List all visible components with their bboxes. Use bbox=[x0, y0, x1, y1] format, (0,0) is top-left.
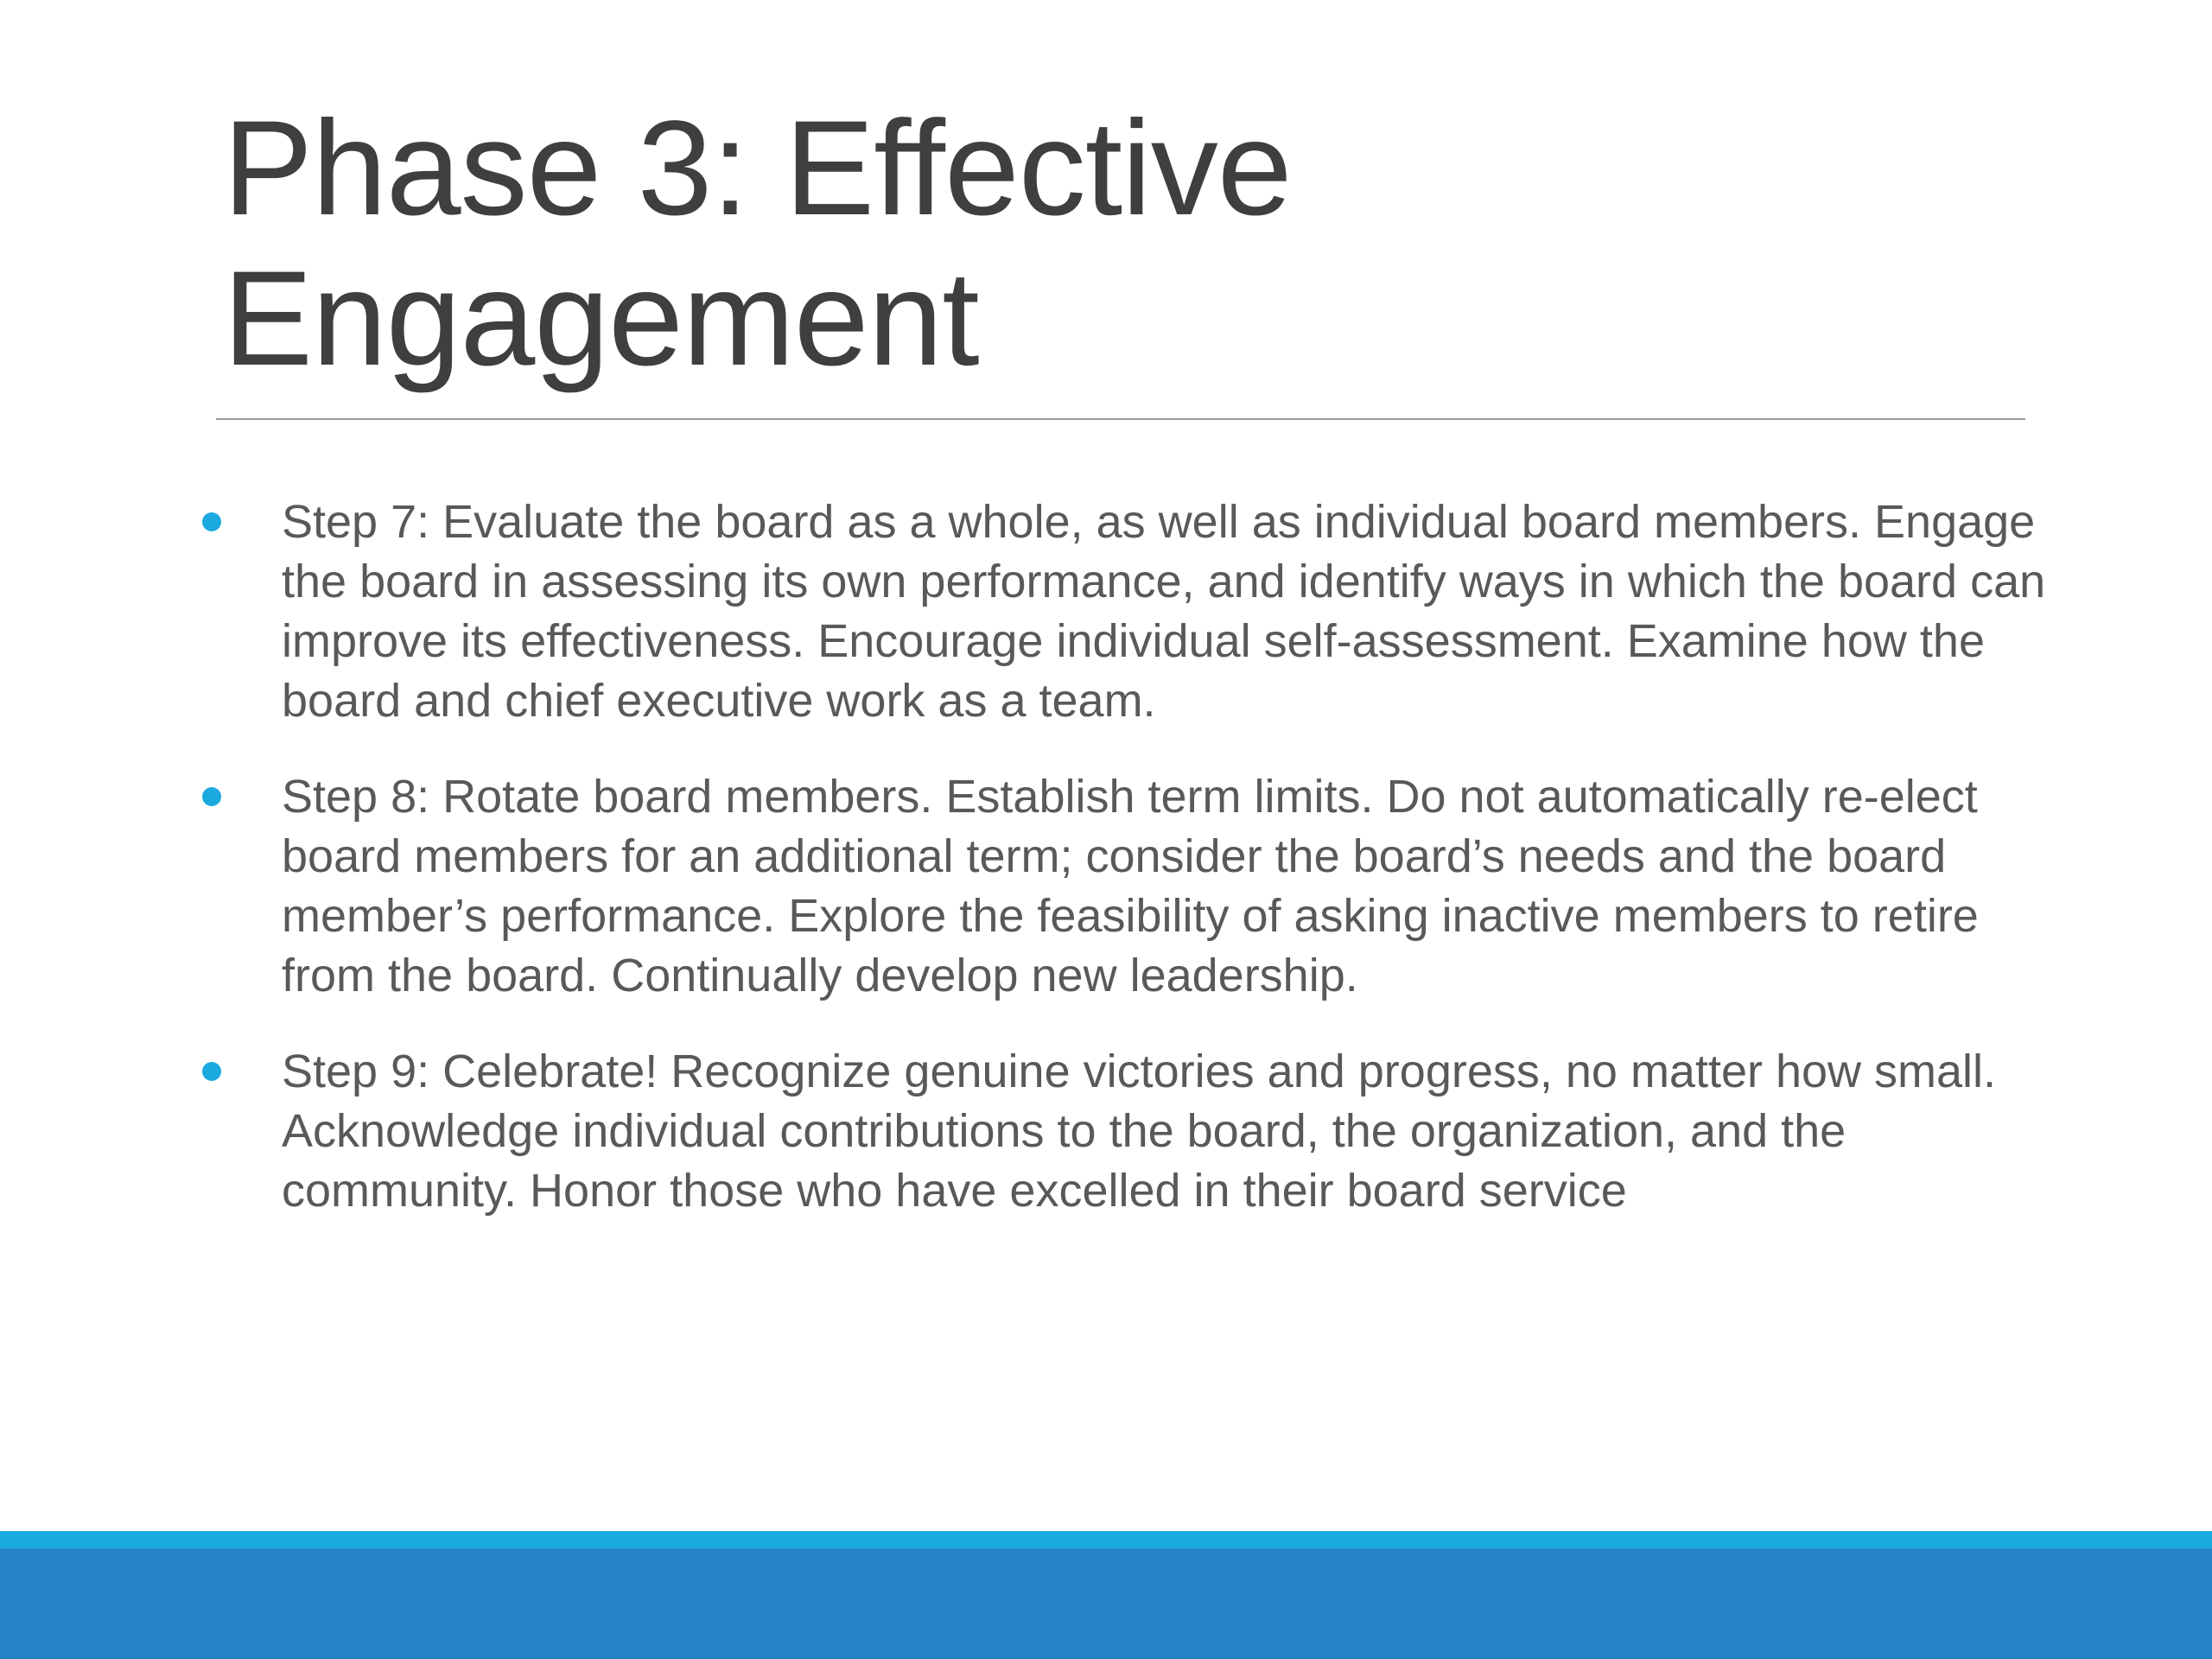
bullet-icon bbox=[202, 787, 221, 806]
bullet-list bbox=[190, 493, 2048, 1257]
footer-band bbox=[0, 1548, 2212, 1659]
bullet-icon bbox=[202, 512, 221, 531]
bullet-item-step-8 bbox=[190, 767, 2048, 1006]
bullet-text: Step 7: Evaluate the board as a whole, as well as individual board members. Engage the board in assessing its own performance, and identify ways in which the board can improve its effectiveness. Encourage individual self-assessment. Examine how the board and chief executive work as a team. bbox=[282, 496, 2046, 727]
footer-accent-stripe bbox=[0, 1531, 2212, 1548]
slide-title: Phase 3: Effective Engagement bbox=[223, 93, 1292, 394]
bullet-icon bbox=[202, 1062, 221, 1081]
bullet-text: Step 8: Rotate board members. Establish term limits. Do not automatically re-elect board members for an additional term; consider the board’s needs and the board member’s performance. Explore the feasibility of asking inactive members to retire from the board. Continually develop new leadership. bbox=[282, 771, 1979, 1001]
title-divider bbox=[216, 418, 2025, 420]
bullet-item-step-9 bbox=[190, 1042, 2048, 1221]
bullet-item-step-7 bbox=[190, 493, 2048, 731]
bullet-text: Step 9: Celebrate! Recognize genuine victories and progress, no matter how small. Acknowledge individual contributions to the board, the organization, and the community. Honor those who have excelled in their board service bbox=[282, 1046, 1997, 1217]
